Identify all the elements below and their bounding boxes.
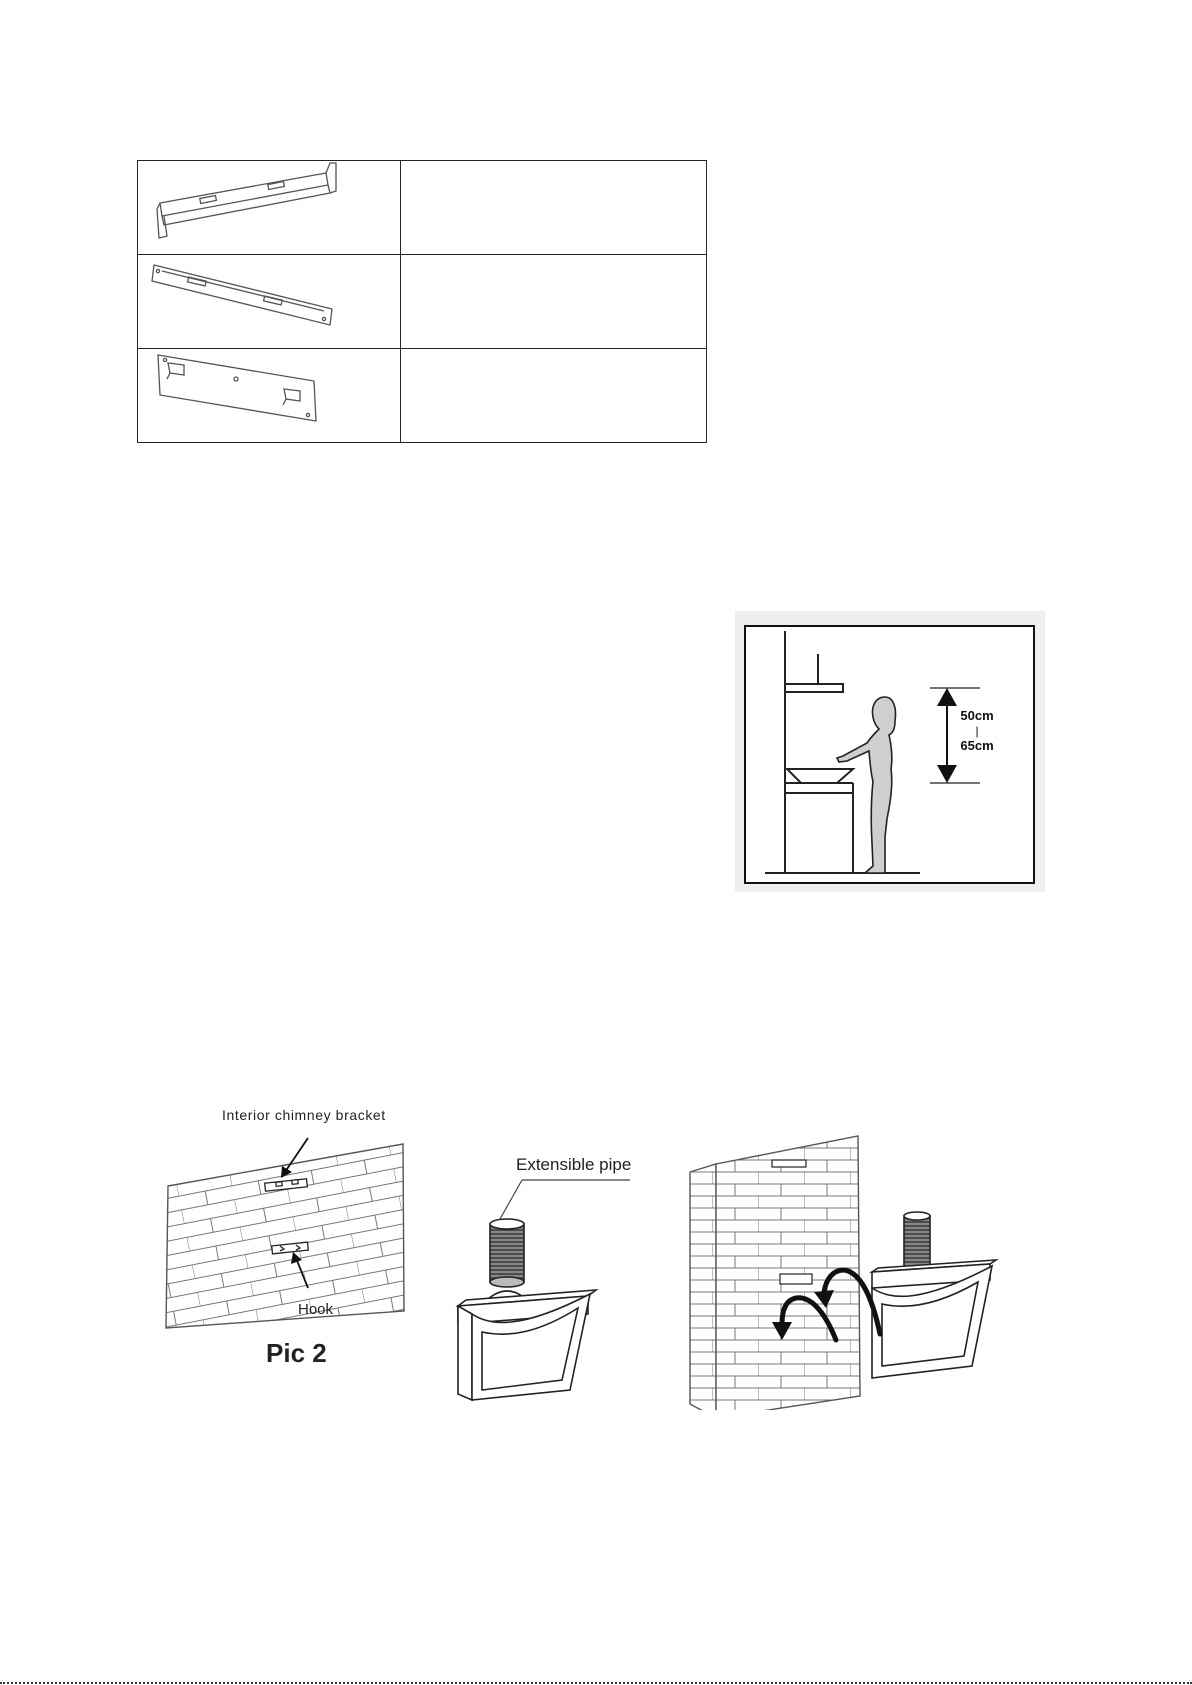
chimney-bracket-drawing	[138, 161, 400, 254]
part-description	[401, 349, 707, 443]
installation-height-figure	[735, 611, 1045, 892]
parts-row	[138, 255, 707, 349]
pic2-wall	[166, 1138, 404, 1328]
bracket-label: Interior chimney bracket	[222, 1107, 386, 1123]
parts-table	[137, 160, 707, 443]
hanging-plate-drawing	[138, 349, 400, 442]
height-max-label: 65cm	[960, 738, 994, 753]
hanging-plate-illustration	[138, 349, 401, 443]
hood-with-pipe	[458, 1219, 596, 1400]
hook-label: Hook	[298, 1301, 334, 1318]
parts-row	[138, 161, 707, 255]
mounting-rail-drawing	[138, 255, 400, 348]
height-min-label: 50cm	[960, 708, 994, 723]
height-separator: |	[975, 724, 979, 738]
parts-row	[138, 349, 707, 443]
part-description	[401, 161, 707, 255]
hanging-hood-illustration	[690, 1136, 996, 1410]
part-description	[401, 255, 707, 349]
pipe-label: Extensible pipe	[516, 1155, 632, 1174]
footer-rule	[0, 1682, 1192, 1684]
installation-figures	[160, 1100, 1040, 1410]
mounting-rail-illustration	[138, 255, 401, 349]
pic-caption: Pic 2	[266, 1338, 327, 1368]
chimney-bracket-illustration	[138, 161, 401, 255]
